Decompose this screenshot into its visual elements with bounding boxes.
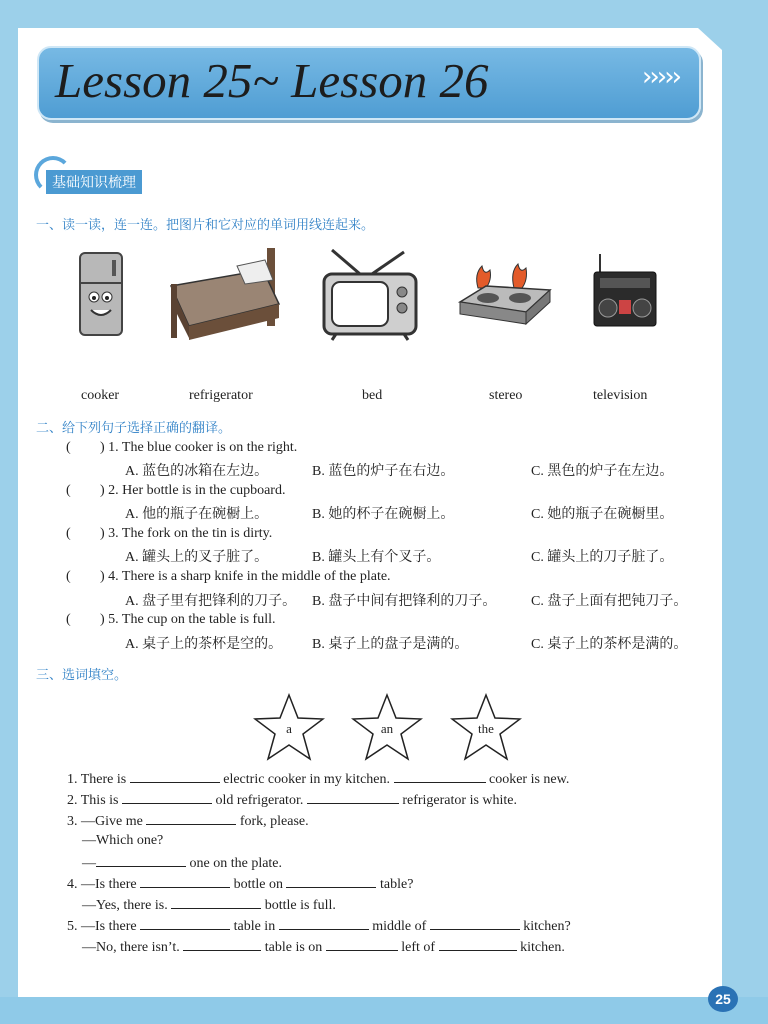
- blank-field[interactable]: [140, 875, 230, 888]
- fill-sentence-3c: [82, 854, 282, 872]
- blank-field[interactable]: [286, 875, 376, 888]
- sentence-text: kitchen?: [523, 919, 571, 934]
- answer-paren[interactable]: (: [66, 612, 71, 627]
- star-word: the: [478, 721, 494, 736]
- sentence-text: middle of: [372, 919, 427, 934]
- sentence-text: kitchen.: [520, 940, 565, 955]
- option-c: C. 罐头上的刀子脏了。: [531, 550, 674, 565]
- word-item: cooker: [81, 388, 120, 403]
- sentence-text: one on the plate.: [189, 856, 283, 871]
- blank-field[interactable]: [183, 938, 261, 951]
- sentence-text: 5. —Is there: [67, 919, 137, 934]
- sentence-text: left of: [401, 940, 436, 955]
- question-text: ) 1. The blue cooker is on the right.: [100, 440, 298, 455]
- answer-paren[interactable]: (: [66, 440, 71, 455]
- option-b: B. 罐头上有个叉子。: [312, 550, 441, 565]
- fill-sentence-1: [67, 770, 569, 788]
- blank-field[interactable]: [430, 917, 520, 930]
- sentence-text: 3. —Give me: [67, 814, 143, 829]
- page-title: Lesson 25~ Lesson 26: [55, 53, 489, 108]
- stereo-icon: [590, 252, 660, 330]
- option-a: A. 桌子上的茶杯是空的。: [125, 637, 283, 652]
- blank-field[interactable]: [146, 812, 236, 825]
- option-c: C. 她的瓶子在碗橱里。: [531, 507, 674, 522]
- option-b: B. 桌子上的盘子是满的。: [312, 637, 469, 652]
- word-item: stereo: [489, 388, 523, 403]
- sentence-text: table?: [379, 877, 414, 892]
- sentence-text: old refrigerator.: [215, 793, 304, 808]
- question-text: ) 4. There is a sharp knife in the middle of the plate.: [100, 569, 391, 584]
- fill-sentence-2: [67, 791, 517, 809]
- blank-field[interactable]: [122, 791, 212, 804]
- option-c: C. 盘子上面有把钝刀子。: [531, 594, 688, 609]
- word-item: refrigerator: [189, 388, 253, 403]
- sentence-text: —Yes, there is.: [82, 898, 168, 913]
- blank-field[interactable]: [326, 938, 398, 951]
- option-b: B. 盘子中间有把锋利的刀子。: [312, 594, 497, 609]
- title-banner: [37, 46, 701, 120]
- blank-field[interactable]: [394, 770, 486, 783]
- word-item: bed: [362, 388, 383, 403]
- bottom-band: [0, 997, 768, 1024]
- sentence-text: bottle is full.: [264, 898, 336, 913]
- option-c: C. 桌子上的茶杯是满的。: [531, 637, 688, 652]
- answer-paren[interactable]: (: [66, 526, 71, 541]
- section3-heading: 三、选词填空。: [36, 668, 128, 683]
- section1-heading: 一、读一读，连一连。把图片和它对应的单词用线连起来。: [36, 218, 375, 233]
- answer-paren[interactable]: (: [66, 483, 71, 498]
- option-a: A. 罐头上的叉子脏了。: [125, 550, 269, 565]
- option-b: B. 蓝色的炉子在右边。: [312, 464, 455, 479]
- option-c: C. 黑色的炉子在左边。: [531, 464, 674, 479]
- sentence-text: table in: [233, 919, 276, 934]
- sentence-text: 2. This is: [67, 793, 119, 808]
- question-text: ) 3. The fork on the tin is dirty.: [100, 526, 273, 541]
- badge-label: 基础知识梳理: [46, 170, 142, 194]
- question-text: ) 2. Her bottle is in the cupboard.: [100, 483, 286, 498]
- blank-field[interactable]: [279, 917, 369, 930]
- fill-sentence-5b: [82, 938, 565, 956]
- sentence-text: —Which one?: [82, 833, 164, 848]
- sentence-text: —: [82, 856, 96, 871]
- page-number: 25: [708, 986, 738, 1012]
- bed-icon: [167, 246, 285, 342]
- sentence-text: bottle on: [233, 877, 283, 892]
- sentence-text: electric cooker in my kitchen.: [223, 772, 390, 787]
- word-item: television: [593, 388, 648, 403]
- sentence-text: —No, there isn’t.: [82, 940, 180, 955]
- sentence-text: refrigerator is white.: [402, 793, 518, 808]
- option-a: A. 他的瓶子在碗橱上。: [125, 507, 269, 522]
- blank-field[interactable]: [307, 791, 399, 804]
- star-word: a: [286, 721, 292, 736]
- sentence-text: cooker is new.: [489, 772, 570, 787]
- sentence-text: 4. —Is there: [67, 877, 137, 892]
- blank-field[interactable]: [140, 917, 230, 930]
- fill-sentence-3: [67, 812, 309, 830]
- option-a: A. 蓝色的冰箱在左边。: [125, 464, 269, 479]
- star-word: an: [380, 721, 394, 736]
- sentence-text: 1. There is: [67, 772, 127, 787]
- option-a: A. 盘子里有把锋利的刀子。: [125, 594, 297, 609]
- fill-sentence-4: [67, 875, 413, 893]
- blank-field[interactable]: [130, 770, 220, 783]
- option-b: B. 她的杯子在碗橱上。: [312, 507, 455, 522]
- chevron-arrows-icon: ›››››: [642, 62, 679, 92]
- blank-field[interactable]: [96, 854, 186, 867]
- television-icon: [320, 246, 420, 342]
- cooker-icon: [456, 258, 552, 332]
- sentence-text: table is on: [264, 940, 323, 955]
- section2-heading: 二、给下列句子选择正确的翻译。: [36, 421, 232, 436]
- blank-field[interactable]: [171, 896, 261, 909]
- blank-field[interactable]: [439, 938, 517, 951]
- fill-sentence-3b: [82, 833, 163, 849]
- fill-sentence-5: [67, 917, 571, 935]
- question-text: ) 5. The cup on the table is full.: [100, 612, 276, 627]
- fill-sentence-4b: [82, 896, 336, 914]
- sentence-text: fork, please.: [239, 814, 309, 829]
- answer-paren[interactable]: (: [66, 569, 71, 584]
- refrigerator-icon: [76, 250, 126, 340]
